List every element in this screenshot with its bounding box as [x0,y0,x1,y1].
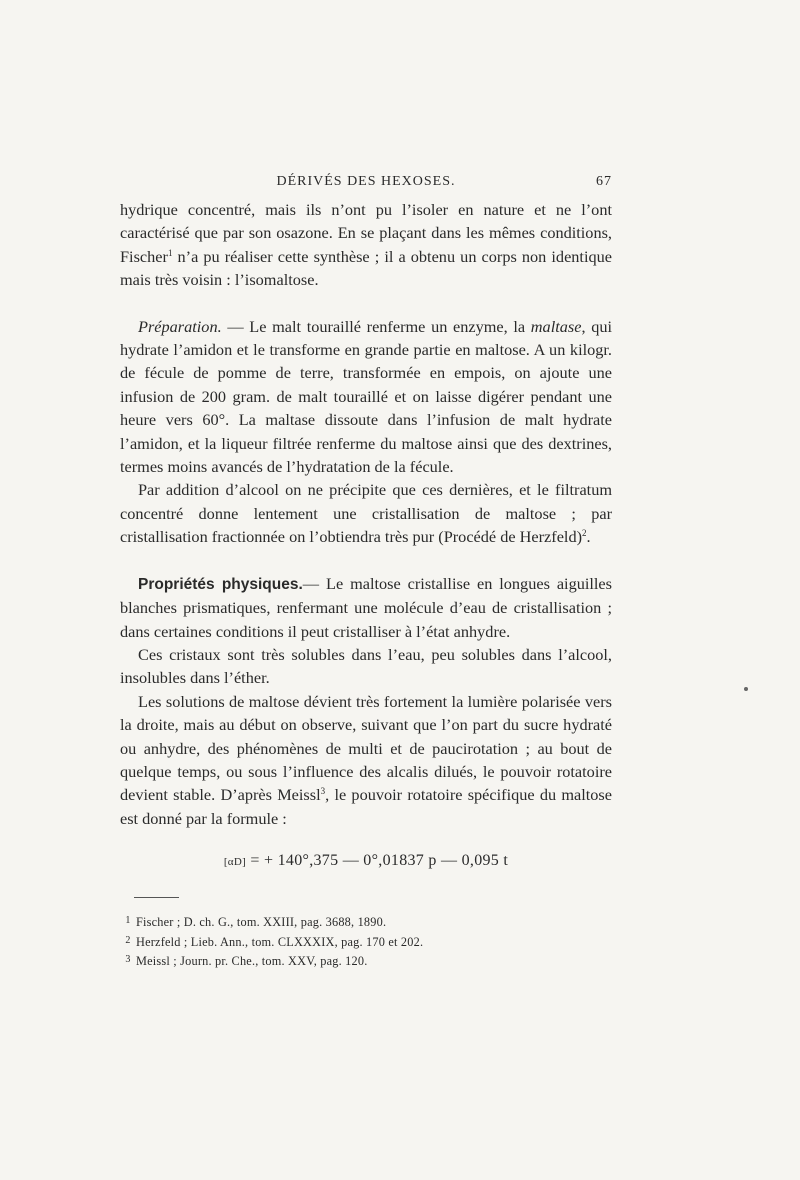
footnote-text: Herzfeld ; Lieb. Ann., tom. CLXXXIX, pag. 170 et 202. [136,934,424,949]
footnote-mark-2: 2 [125,934,131,946]
footnote-divider [134,897,179,898]
paragraph-text: — Le maltose cristallise en longues aiguilles blanches prismatiques, renfermant une molécule d’eau de cristallisation ; dans certaines conditions il peut cristalliser à l’état anhydre. [120,573,612,641]
footnote-3 [120,951,612,971]
paragraph-isomaltose [120,198,612,292]
term-maltase: maltase [530,316,582,336]
formula-rhs: = + 140°,375 — 0°,01837 p — 0,095 t [246,852,509,869]
running-title: DÉRIVÉS DES HEXOSES. [276,174,456,189]
page-body [120,198,612,830]
formula-lhs: [αD] [223,856,247,868]
footnote-ref-3: 3 [320,786,326,797]
paragraph-text: . [586,527,591,547]
paragraph-properties [120,572,612,643]
footnote-ref-1: 1 [167,247,173,258]
footnote-text: Meissl ; Journ. pr. Che., tom. XXV, pag. 120. [136,954,368,968]
paragraph-text: hydrique concentré, mais ils n’ont pu l’isoler en nature et ne l’ont caractérisé que par son osazone. En se plaçant dans les mêmes conditions, Fischer [120,200,612,266]
paragraph-text: n’a pu réaliser cette synthèse ; il a obtenu un corps non identique mais très voisin : l’isomaltose. [120,246,612,290]
paragraph-preparation [120,315,612,479]
page-header [120,174,612,194]
paragraph-text: Ces cristaux sont très solubles dans l’eau, peu solubles dans l’alcool, insolubles dans l’éther. [120,644,612,688]
paragraph-solubility [120,643,612,690]
footnote-text: Fischer ; D. ch. G., tom. XXIII, pag. 3688, 1890. [136,915,387,929]
section-heading-preparation: Préparation. [138,316,222,336]
footnote-ref-2: 2 [582,528,587,539]
section-heading-properties: Propriétés physiques. [138,575,303,593]
paragraph-text: , le pouvoir rotatoire spécifique du maltose est donné par la formule : [120,785,612,828]
footnote-mark-3: 3 [125,954,131,965]
footnotes [120,912,612,971]
page-number: 67 [596,174,612,189]
paragraph-text: Les solutions de maltose dévient très fortement la lumière polarisée vers la droite, mais au début on observe, suivant que l’on part du sucre hydraté ou anhydre, des phénomènes de multi et de paucirotation ; au bout de quelque temps, ou sous l’influence des alcalis dilués, le pouvoir rotatoire devient stable. D’après Meissl [120,691,612,805]
paragraph-text: — Le malt touraillé renferme un enzyme, la [221,316,531,336]
footnote-mark-1: 1 [125,915,131,926]
paragraph-herzfeld [120,478,612,548]
paragraph-text: , qui hydrate l’amidon et le transforme en grande partie en maltose. A un kilogr. de fécule de pomme de terre, transformée en empois, on ajoute une infusion de 200 gram. de malt touraillé et on laisse digérer pendant une heure vers 60°. La maltase dissoute dans l’infusion de malt hydrate l’amidon, et la liqueur filtrée renferme du maltose ainsi que des dextrines, termes moins avancés de l’hydratation de la fécule. [120,316,612,477]
footnote-1 [120,912,612,932]
rotation-formula [120,852,612,870]
paragraph-rotation [120,690,612,830]
paragraph-text: Par addition d’alcool on ne précipite que ces dernières, et le filtratum concentré donne lentement une cristallisation de maltose ; par cristallisation fractionnée on l’obtiendra très pur (Procédé de Herzfeld) [120,480,612,547]
paper-speck [744,687,748,691]
footnote-2 [120,932,612,952]
